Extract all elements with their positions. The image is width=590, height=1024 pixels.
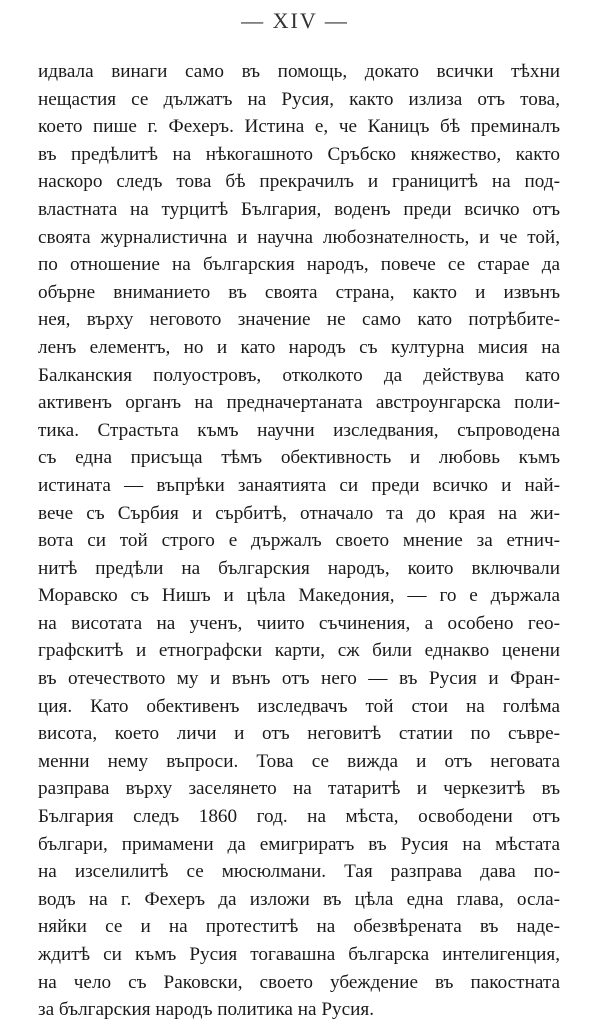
text-line: вота си той строго е държалъ своето мнение за етнич- (38, 530, 560, 552)
text-line: обърне вниманието въ своята страна, както и извънъ (38, 281, 560, 303)
text-line: графскитѣ и етнографски карти, сж били еднакво ценени (38, 640, 560, 662)
text-line: на изселилитѣ се мюсюлмани. Тая разправа дава по- (38, 861, 560, 883)
text-line: наскоро следъ това бѣ прекрачилъ и границитѣ на под- (38, 171, 560, 193)
text-line: вече съ Сърбия и сърбитѣ, отначало та до края на жи- (38, 502, 560, 524)
text-line: активенъ органъ на предначертаната австроунгарска поли- (38, 392, 560, 414)
text-line: нещастия се дължатъ на Русия, както излиза отъ това, (38, 88, 560, 110)
text-line: менни нему въпроси. Това се вижда и отъ неговата (38, 750, 560, 772)
text-line: висота, което личи и отъ неговитѣ статии по съвре- (38, 723, 560, 745)
text-line: тика. Страстьта къмъ научни изследвания, съпроводена (38, 419, 560, 441)
text-line: въ предѣлитѣ на нѣкогашното Сръбско княжество, както (38, 143, 560, 165)
text-line: разправа върху заселянето на татаритѣ и черкезитѣ въ (38, 778, 560, 800)
text-line: Моравско съ Нишъ и цѣла Македония, — го е държала (38, 585, 560, 607)
text-line: съ една присъща тѣмъ обективность и любовь къмъ (38, 447, 560, 469)
text-line: идвала винаги само въ помощь, докато всички тѣхни (38, 61, 560, 82)
text-line: властната на турцитѣ България, воденъ преди всичко отъ (38, 198, 560, 220)
text-line: Балканския полуостровъ, отколкото да действува като (38, 364, 560, 386)
text-line: България следъ 1860 год. на мѣста, освободени отъ (38, 806, 560, 828)
text-line: истината — въпрѣки занаятията си преди всичко и най- (38, 474, 560, 496)
text-line: ция. Като обективенъ изследвачъ той стои на голѣма (38, 695, 560, 717)
text-line: нитѣ предѣли на българския народъ, които включвали (38, 557, 560, 579)
text-line: по отношение на българския народъ, повече се старае да (38, 254, 560, 276)
text-line: на висотата на ученъ, чиито съчинения, а особено гео- (38, 612, 560, 634)
text-line: въ отечеството му и вънъ отъ него — въ Русия и Фран- (38, 668, 560, 690)
text-line: за българския народъ политика на Русия. (38, 999, 374, 1021)
text-line: ленъ елементъ, но и като народъ съ културна мисия на (38, 336, 560, 358)
text-line: своята журналистична и научна любознателность, и че той, (38, 226, 560, 248)
text-line: водъ на г. Фехеръ да изложи въ цѣла една глава, осла- (38, 888, 560, 910)
text-line: нея, върху неговото значение не само като потрѣбите- (38, 309, 560, 331)
text-line: българи, примамени да емигриратъ въ Русия на мѣстата (38, 833, 560, 855)
page-number: — XIV — (241, 8, 349, 33)
text-line: няйки се и на протеститѣ на обезвѣрената въ наде- (38, 916, 560, 938)
text-line: което пише г. Фехеръ. Истина е, че Каницъ бѣ преминалъ (38, 116, 560, 138)
body-text (38, 58, 560, 1024)
text-line: ждитѣ си къмъ Русия тогавашна българска интелигенция, (38, 944, 560, 965)
text-line: на чело съ Раковски, своето убеждение въ пакостната (38, 971, 560, 993)
